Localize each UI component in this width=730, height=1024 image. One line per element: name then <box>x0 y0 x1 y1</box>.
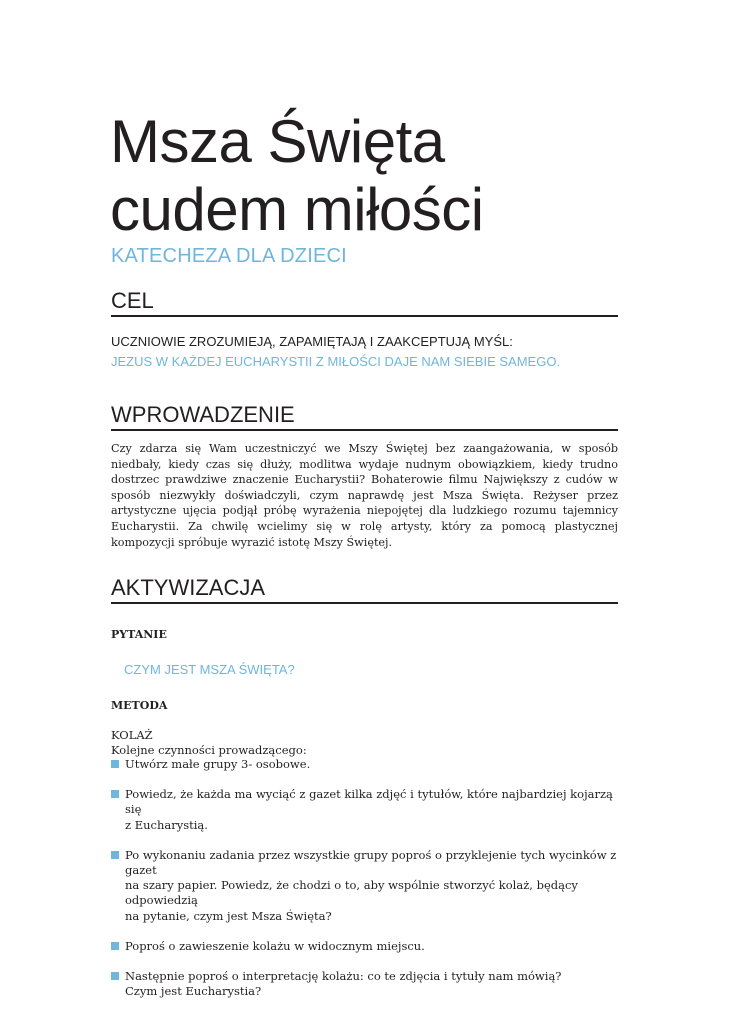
list-item <box>111 848 621 924</box>
section-heading-wprowadzenie: WPROWADZENIE <box>111 402 618 431</box>
question-text: CZYM JEST MSZA ŚWIĘTA? <box>124 662 295 677</box>
section-heading-aktywizacja: AKTYWIZACJA <box>111 575 618 604</box>
step-line: na szary papier. Powiedz, że chodzi o to, aby wspólnie stworzyć kolaż, będący odpowiedzią <box>125 878 578 908</box>
square-bullet-icon <box>111 790 119 798</box>
goal-thesis: JEZUS W KAŻDEJ EUCHARYSTII Z MIŁOŚCI DAJE NAM SIEBIE SAMEGO. <box>111 354 561 369</box>
step-line: Poproś o zawieszenie kolażu w widocznym miejscu. <box>125 938 425 953</box>
step-line: z Eucharystią. <box>125 817 208 832</box>
list-item <box>111 969 621 999</box>
intro-paragraph: Czy zdarza się Wam uczestniczyć we Mszy Świętej bez zaangażowania, w sposób niedbały, kiedy czas się dłuży, modlitwa wydaje nudnym obowiązkiem, kiedy trudno dostrzec prawdziwe znaczenie Eucharystii? Bohaterowie filmu Największy z cudów w sposób niezwykły doświadczyli, czym naprawdę jest Msza Święta. Reżyser przez artystyczne ujęcia podjął próbę wyrażenia niepojętej dla ludzkiego rozumu tajemnicy Eucharystii. Za chwilę wcielimy się w rolę artysty, który za pomocą plastycznej kompozycji spróbuje wyrazić istotę Mszy Świętej. <box>111 442 618 549</box>
subtitle: KATECHEZA DLA DZIECI <box>111 245 347 267</box>
step-line: Czym jest Eucharystia? <box>125 984 262 999</box>
step-line: Powiedz, że każda ma wyciąć z gazet kilka zdjęć i tytułów, które najbardziej kojarzą się <box>125 787 613 817</box>
method-intro: Kolejne czynności prowadzącego: <box>111 743 307 757</box>
title-line-1: Msza Święta <box>110 108 445 175</box>
method-name: KOLAŻ <box>111 728 153 742</box>
step-line: Utwórz małe grupy 3- osobowe. <box>125 757 311 771</box>
square-bullet-icon <box>111 972 119 980</box>
step-line: Następnie poproś o interpretację kolażu: co te zdjęcia i tytuły nam mówią? <box>125 969 562 984</box>
title-line-2: cudem miłości <box>110 176 484 243</box>
square-bullet-icon <box>111 942 119 950</box>
list-item <box>111 757 621 772</box>
steps-list <box>111 757 621 1014</box>
step-line: Po wykonaniu zadania przez wszystkie grupy poproś o przyklejenie tych wycinków z gazet <box>125 847 617 878</box>
goal-statement: UCZNIOWIE ZROZUMIEJĄ, ZAPAMIĘTAJĄ I ZAAKCEPTUJĄ MYŚL: <box>111 334 513 349</box>
square-bullet-icon <box>111 760 119 768</box>
section-heading-cel: CEL <box>111 288 618 317</box>
question-label: PYTANIE <box>111 628 167 641</box>
page-title <box>110 108 484 244</box>
square-bullet-icon <box>111 851 119 859</box>
list-item <box>111 939 621 954</box>
step-line: na pytanie, czym jest Msza Święta? <box>125 908 332 923</box>
list-item <box>111 787 621 833</box>
method-label: METODA <box>111 699 168 712</box>
